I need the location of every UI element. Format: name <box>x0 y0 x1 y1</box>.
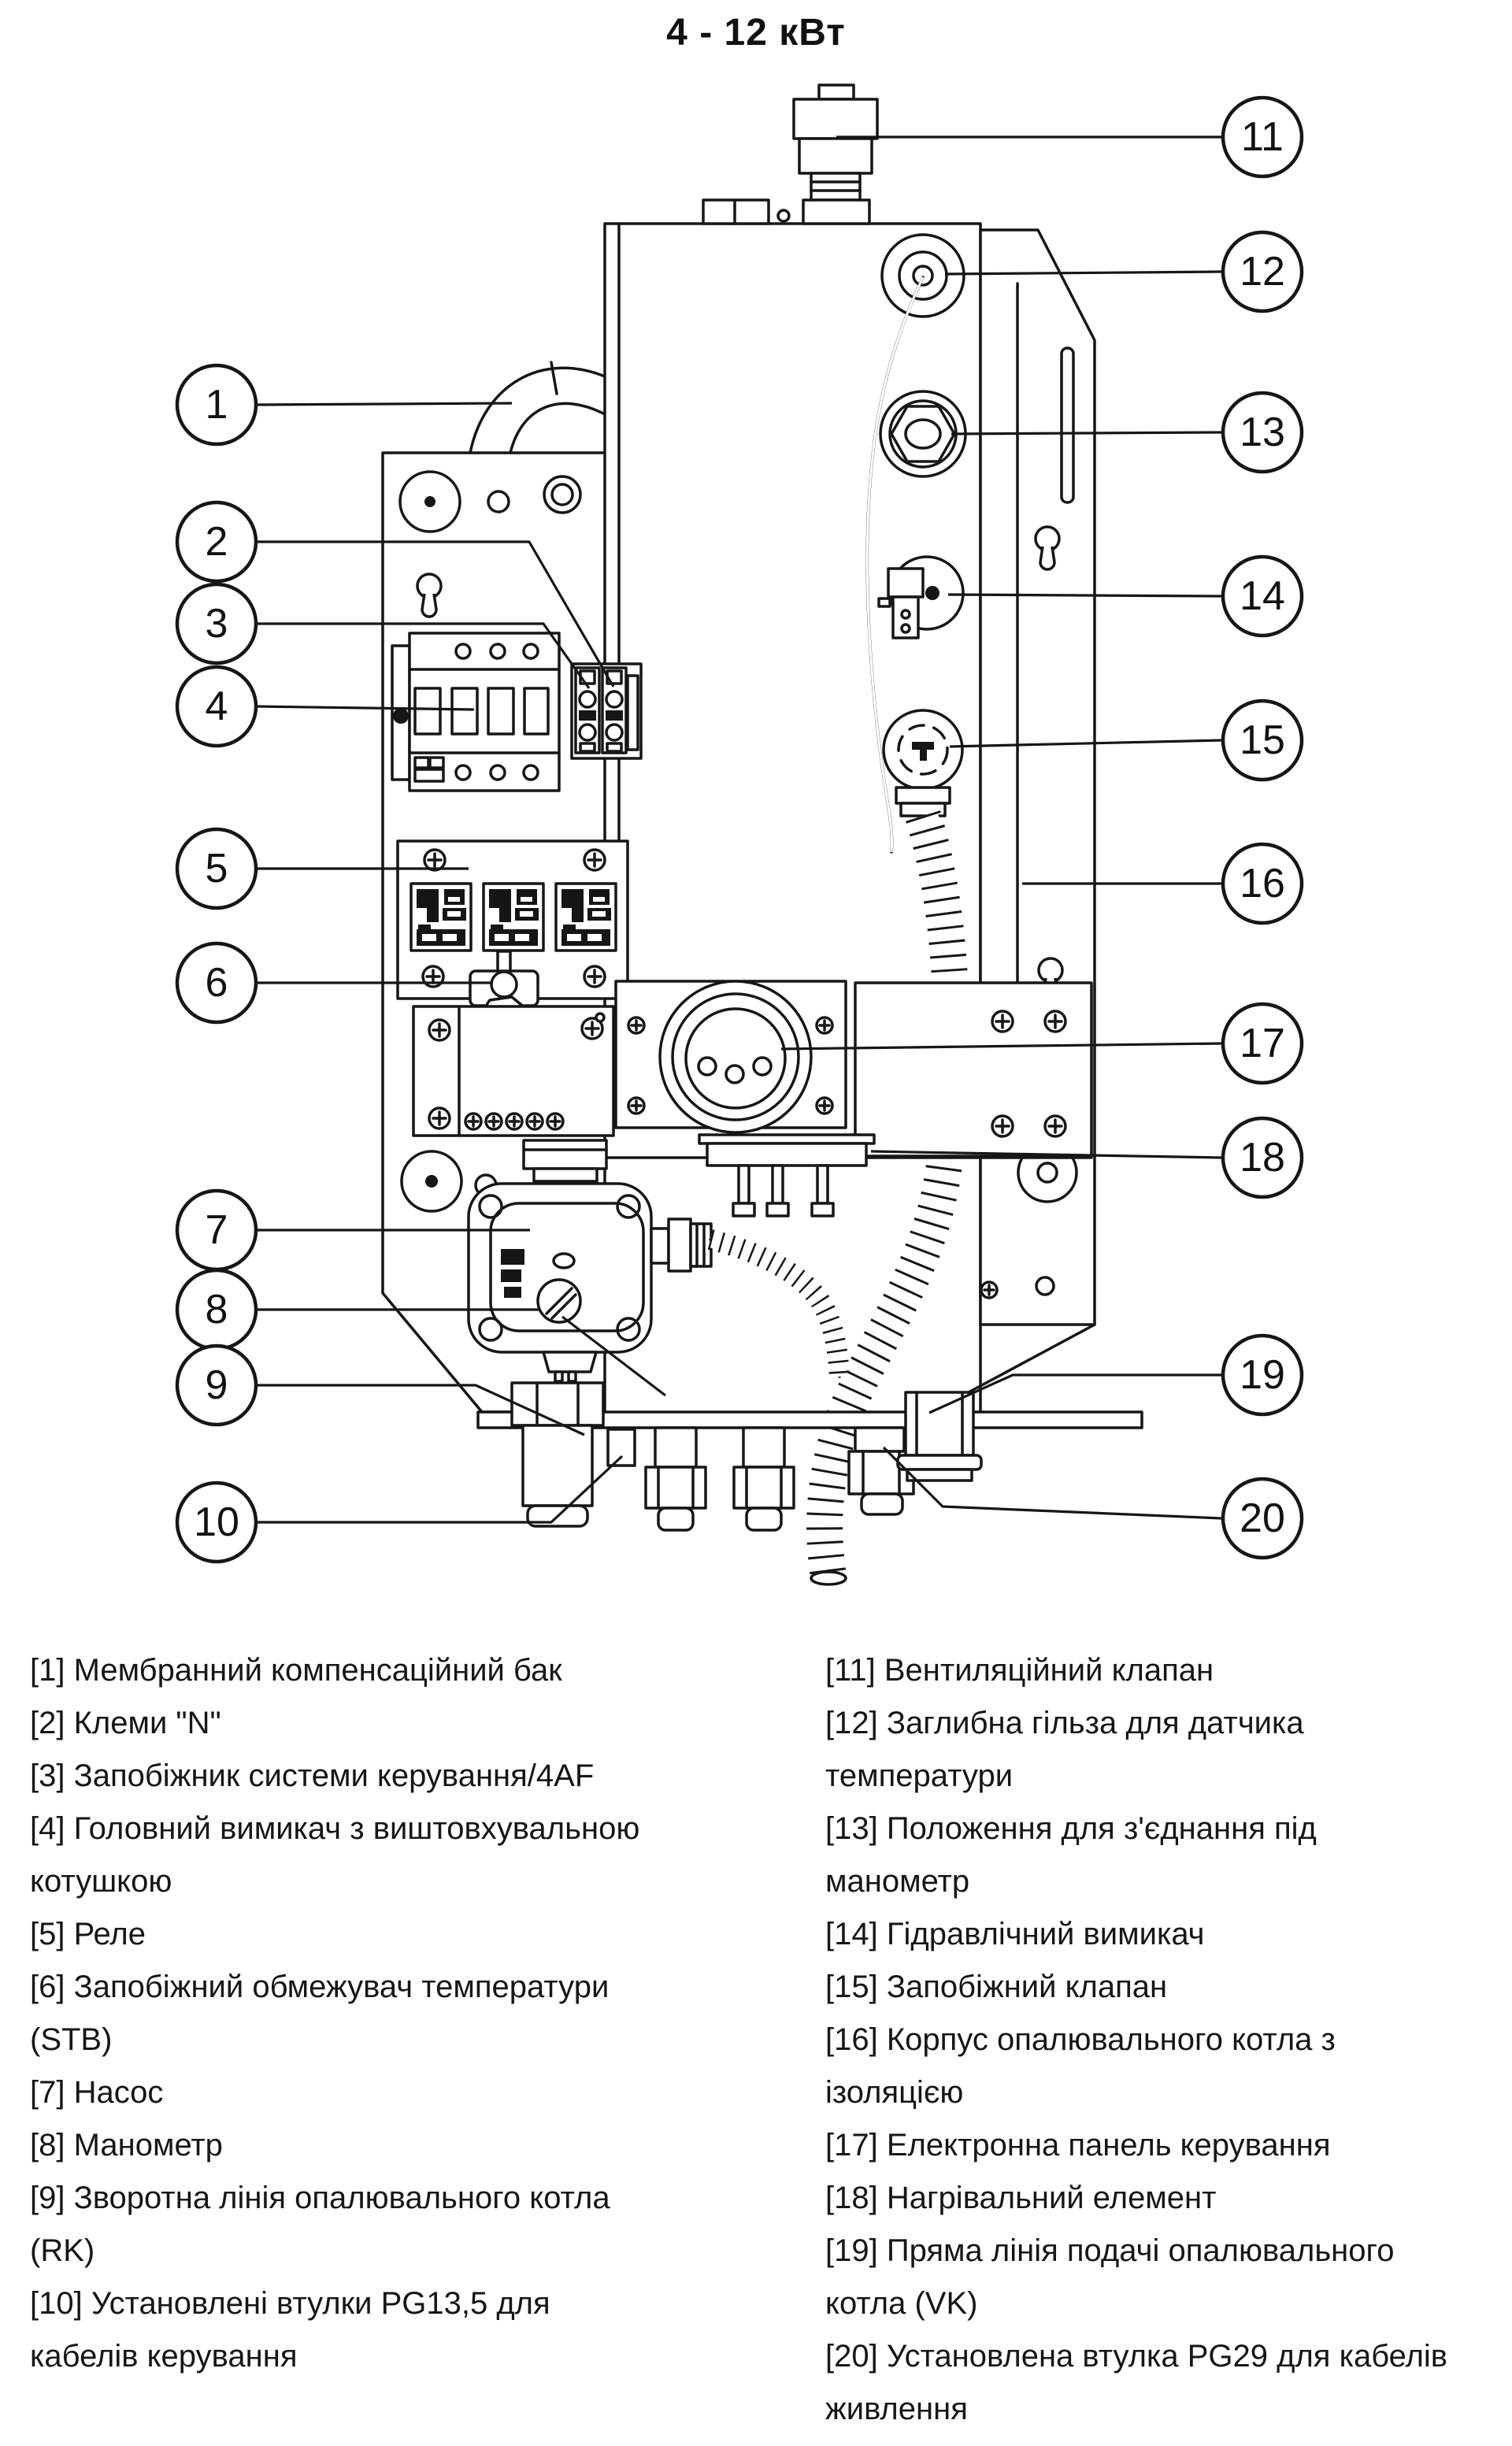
supply-line-vk <box>898 1392 981 1481</box>
control-panel <box>616 981 846 1132</box>
callout-11 <box>836 98 1302 176</box>
callout-number: 18 <box>1240 1135 1285 1180</box>
callout-1 <box>177 365 512 444</box>
callout-number: 6 <box>205 960 228 1006</box>
legend-item: [9] Зворотна лінія опалювального котла (RK) <box>30 2181 610 2268</box>
legend-item: [7] Насос <box>30 2075 164 2110</box>
legend-item: [1] Мембранний компенсаційний бак <box>30 1653 562 1688</box>
callout-number: 17 <box>1240 1021 1285 1066</box>
legend-item: [13] Положення для з'єднання під манометр <box>825 1811 1317 1899</box>
callout-number: 15 <box>1240 717 1285 763</box>
page-title: 4 - 12 кВт <box>666 12 846 54</box>
panel-hole <box>754 1058 771 1075</box>
lower-box <box>413 1006 613 1136</box>
main-switch <box>392 633 559 791</box>
legend-item: [8] Манометр <box>30 2128 223 2162</box>
leader-line <box>948 595 1221 596</box>
callout-number: 2 <box>205 519 228 565</box>
callout-number: 16 <box>1240 861 1285 906</box>
callout-number: 11 <box>1241 114 1284 160</box>
callout-number: 12 <box>1240 249 1285 295</box>
legend-item: [18] Нагрівальний елемент <box>825 2181 1217 2215</box>
expansion-tank <box>470 362 605 453</box>
relay <box>411 884 471 951</box>
pg135-bushing <box>646 1428 706 1530</box>
legend-item: [17] Електронна панель керування <box>825 2128 1331 2162</box>
callout-number: 8 <box>205 1287 228 1332</box>
return-line-rk <box>512 1383 603 1526</box>
keyhole-slot <box>417 574 441 617</box>
callout-number: 1 <box>205 382 228 428</box>
pg135-bushing <box>734 1428 794 1530</box>
callout-number: 9 <box>205 1362 228 1408</box>
callout-number: 13 <box>1240 410 1285 455</box>
panel-hole <box>699 1058 716 1075</box>
legend-item: [19] Пряма лінія подачі опалювального котла (VK) <box>825 2233 1395 2321</box>
legend-column-left <box>30 1644 644 2383</box>
legend-item: [3] Запобіжник системи керування/4AF <box>30 1759 595 1793</box>
legend-item: [10] Установлені втулки PG13,5 для кабелів керування <box>30 2286 550 2374</box>
legend-item: [2] Клеми "N" <box>30 1706 221 1740</box>
n-terminal <box>576 668 599 753</box>
relay <box>484 884 543 951</box>
legend-item: [6] Запобіжний обмежувач температури (STB) <box>30 1970 610 2057</box>
callout-number: 14 <box>1240 573 1285 619</box>
legend-item: [16] Корпус опалювального котла з ізоляцією <box>825 2022 1336 2110</box>
keyhole-slot <box>1036 527 1059 569</box>
legend-item: [11] Вентиляційний клапан <box>825 1653 1214 1688</box>
relay <box>556 884 616 951</box>
legend-item: [20] Установлена втулка PG29 для кабелів живлення <box>825 2339 1448 2426</box>
legend-item: [12] Заглибна гільза для датчика температури <box>825 1706 1304 1793</box>
callout-number: 7 <box>205 1207 228 1253</box>
callout-number: 19 <box>1240 1352 1285 1398</box>
callout-number: 4 <box>205 684 228 729</box>
callout-19 <box>929 1336 1302 1414</box>
control-fuse <box>602 668 626 753</box>
vent-valve <box>794 85 877 224</box>
pg29-bushing <box>849 1428 914 1514</box>
callout-number: 3 <box>205 601 228 647</box>
callout-number: 10 <box>194 1499 239 1545</box>
cable-collar <box>608 1429 635 1466</box>
pump-vent-screw <box>538 1280 580 1322</box>
legend-item: [4] Головний вимикач з виштовхувальною котушкою <box>30 1811 640 1899</box>
callout-number: 5 <box>205 846 228 891</box>
legend-item: [14] Гідравлічний вимикач <box>825 1917 1205 1951</box>
leader-line <box>951 432 1221 434</box>
leader-line <box>256 403 512 405</box>
legend-item: [15] Запобіжний клапан <box>825 1970 1168 2004</box>
legend-item: [5] Реле <box>30 1917 146 1951</box>
legend-column-right <box>825 1644 1455 2436</box>
panel-hole <box>726 1065 743 1083</box>
callout-number: 20 <box>1240 1495 1285 1541</box>
